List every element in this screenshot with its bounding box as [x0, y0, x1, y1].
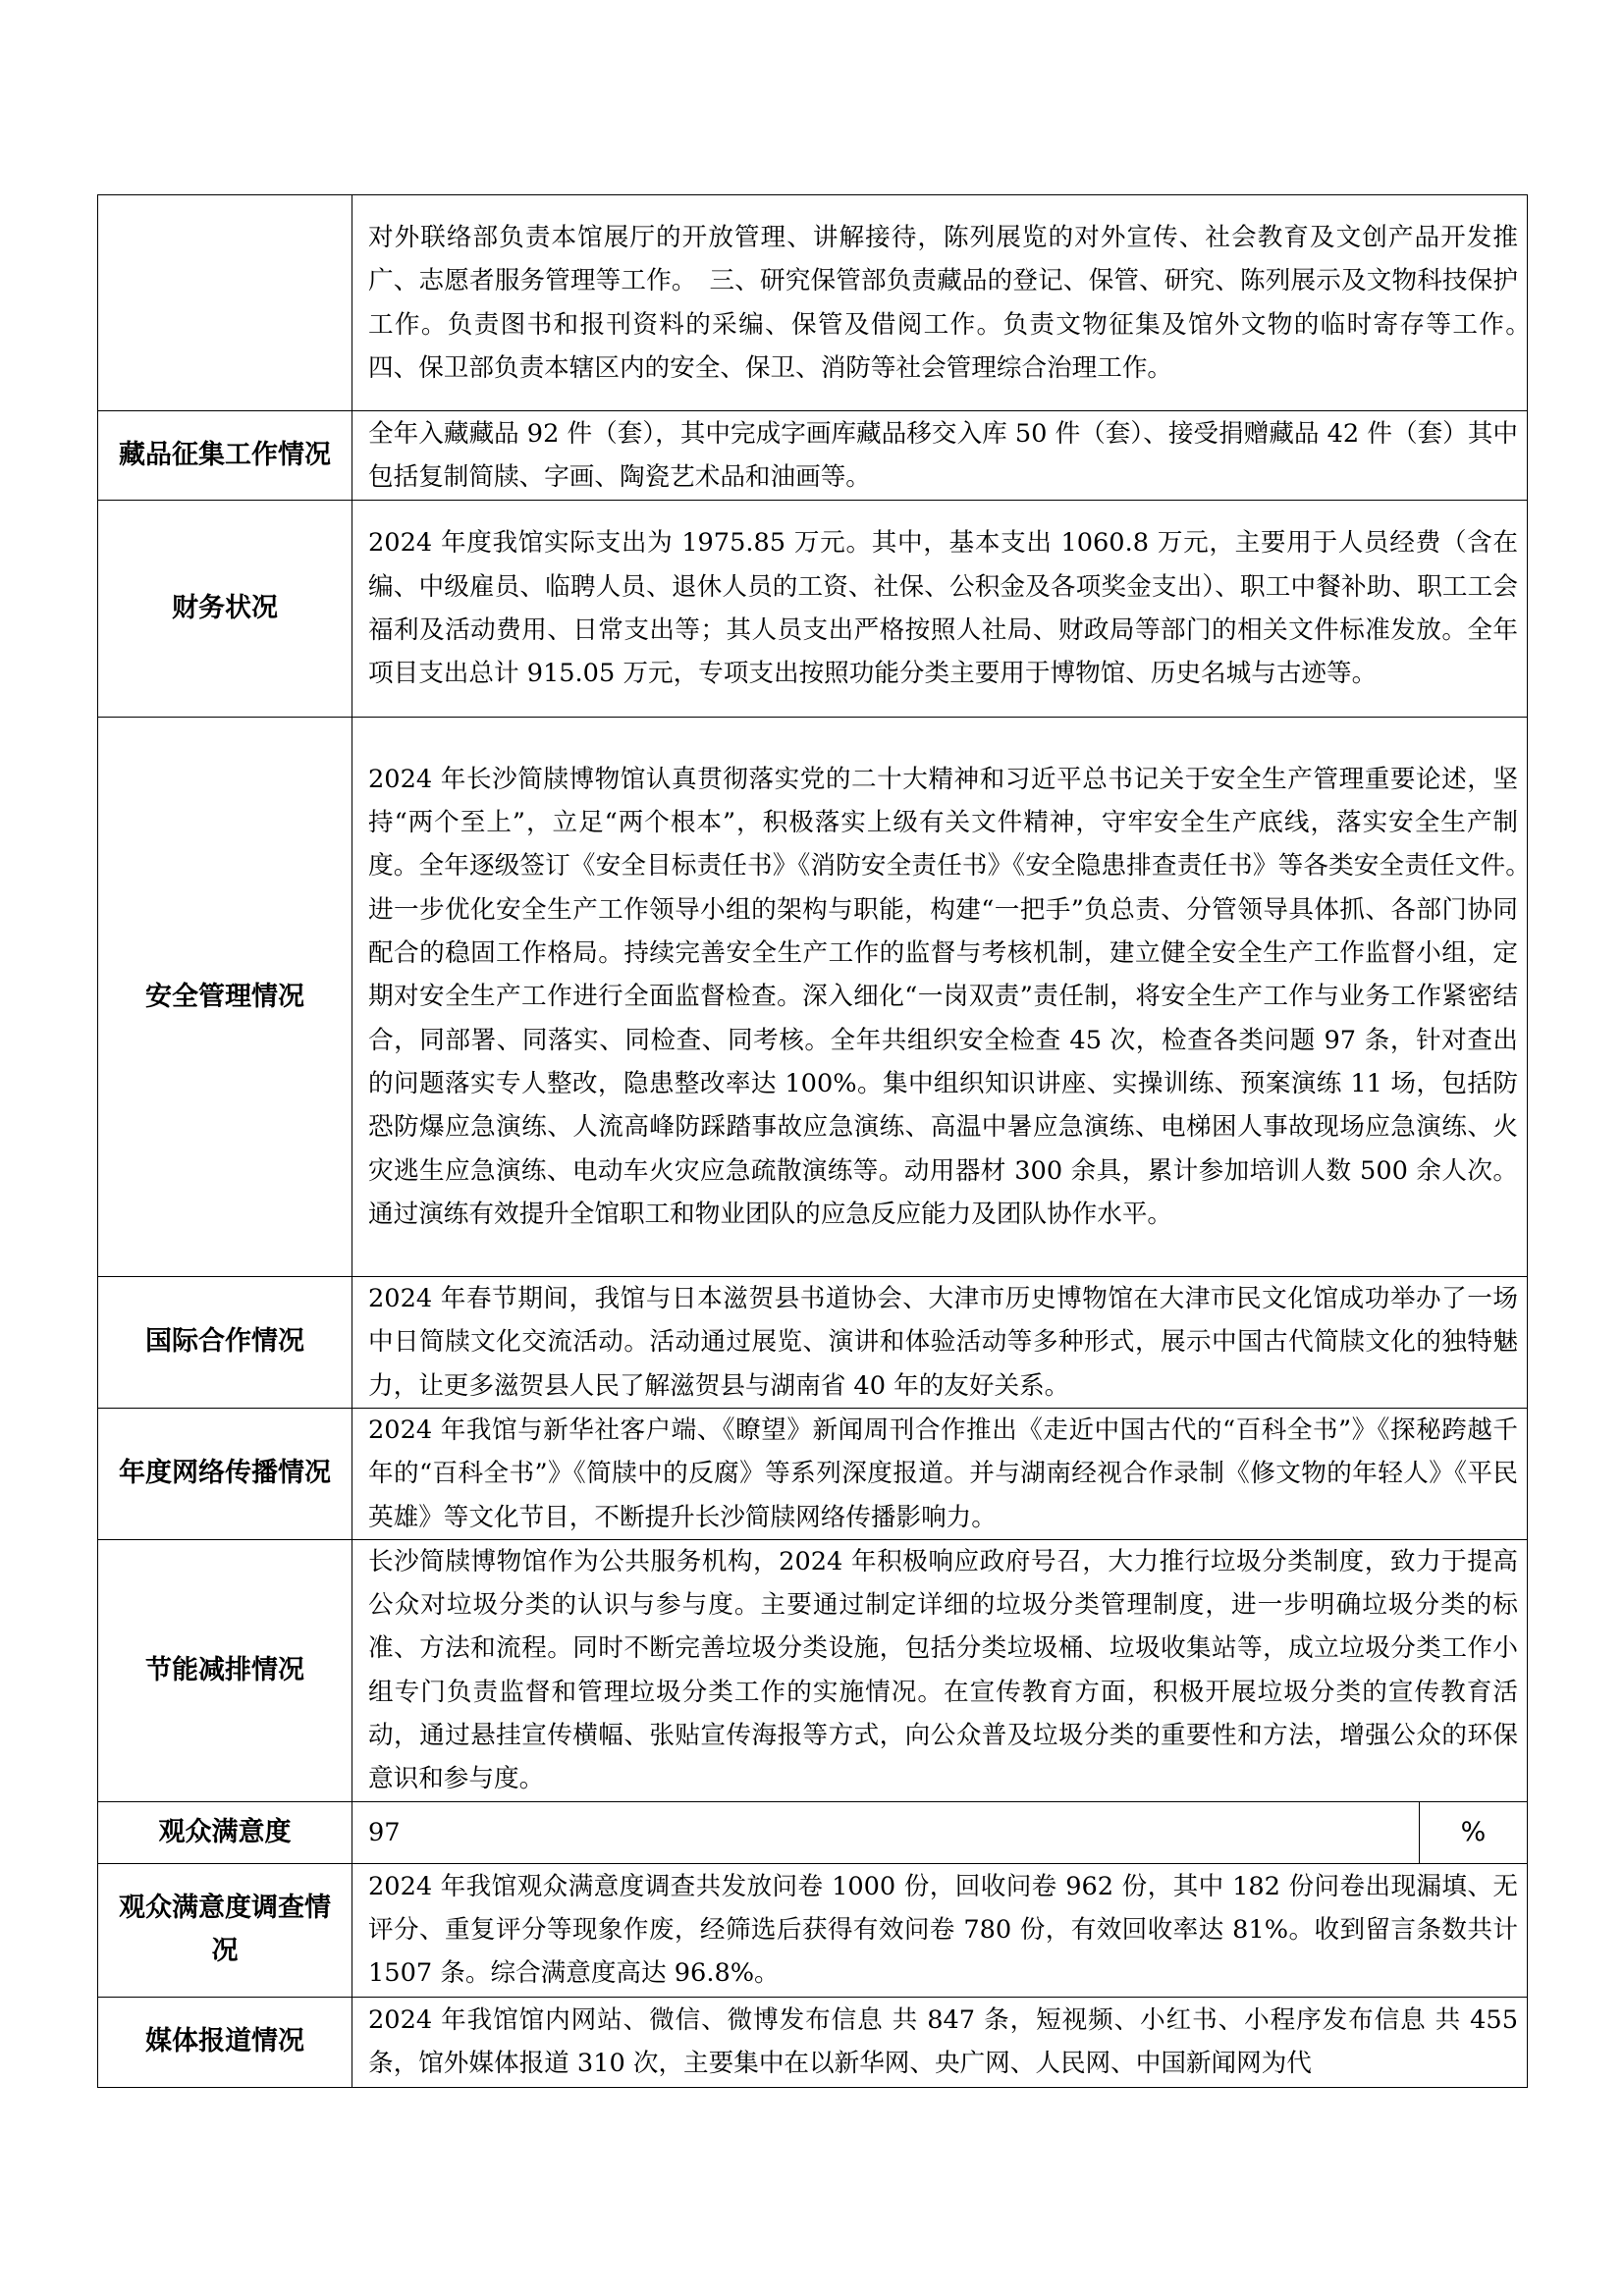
table-row	[98, 1539, 1528, 1801]
row-label: 财务状况	[98, 501, 352, 718]
table-row	[98, 718, 1528, 1277]
satisfaction-unit: %	[1420, 1801, 1528, 1863]
satisfaction-value: 97	[352, 1801, 1420, 1863]
survey-row	[98, 1863, 1528, 1997]
row-content: 全年入藏藏品 92 件（套），其中完成字画库藏品移交入库 50 件（套）、接受捐赠藏品 42 件（套）其中包括复制简牍、字画、陶瓷艺术品和油画等。	[352, 411, 1528, 501]
row-label: 年度网络传播情况	[98, 1408, 352, 1539]
table-row	[98, 195, 1528, 411]
row-label: 安全管理情况	[98, 718, 352, 1277]
satisfaction-label: 观众满意度	[98, 1801, 352, 1863]
row-content: 长沙简牍博物馆作为公共服务机构，2024 年积极响应政府号召，大力推行垃圾分类制度，致力于提高公众对垃圾分类的认识与参与度。主要通过制定详细的垃圾分类管理制度，进一步明确垃圾分类的标准、方法和流程。同时不断完善垃圾分类设施，包括分类垃圾桶、垃圾收集站等，成立垃圾分类工作小组专门负责监督和管理垃圾分类工作的实施情况。在宣传教育方面，积极开展垃圾分类的宣传教育活动，通过悬挂宣传横幅、张贴宣传海报等方式，向公众普及垃圾分类的重要性和方法，增强公众的环保意识和参与度。	[352, 1539, 1528, 1801]
info-table	[97, 194, 1543, 2088]
row-content: 2024 年我馆与新华社客户端、《瞭望》新闻周刊合作推出《走近中国古代的“百科全书”》《探秘跨越千年的“百科全书”》《简牍中的反腐》等系列深度报道。并与湖南经视合作录制《修文物的年轻人》《平民英雄》等文化节目，不断提升长沙简牍网络传播影响力。	[352, 1408, 1528, 1539]
row-label: 节能减排情况	[98, 1539, 352, 1801]
row-content: 对外联络部负责本馆展厅的开放管理、讲解接待，陈列展览的对外宣传、社会教育及文创产品开发推广、志愿者服务管理等工作。 三、研究保管部负责藏品的登记、保管、研究、陈列展示及文物科技保护工作。负责图书和报刊资料的采编、保管及借阅工作。负责文物征集及馆外文物的临时寄存等工作。 四、保卫部负责本辖区内的安全、保卫、消防等社会管理综合治理工作。	[352, 195, 1528, 411]
row-label	[98, 195, 352, 411]
row-label: 藏品征集工作情况	[98, 411, 352, 501]
table-row	[98, 1408, 1528, 1539]
satisfaction-row	[98, 1801, 1528, 1863]
media-label: 媒体报道情况	[98, 1997, 352, 2087]
table-row	[98, 1277, 1528, 1409]
media-content: 2024 年我馆馆内网站、微信、微博发布信息 共 847 条，短视频、小红书、小程序发布信息 共 455 条，馆外媒体报道 310 次，主要集中在以新华网、央广网、人民网、中国新闻网为代	[352, 1997, 1528, 2087]
media-row	[98, 1997, 1528, 2087]
table-row	[98, 501, 1528, 718]
table-row	[98, 411, 1528, 501]
row-label: 国际合作情况	[98, 1277, 352, 1409]
survey-content: 2024 年我馆观众满意度调查共发放问卷 1000 份，回收问卷 962 份，其中 182 份问卷出现漏填、无评分、重复评分等现象作废，经筛选后获得有效问卷 780 份，有效回收率达 81%。收到留言条数共计 1507 条。综合满意度高达 96.8%。	[352, 1863, 1528, 1997]
survey-label: 观众满意度调查情况	[98, 1863, 352, 1997]
row-content: 2024 年度我馆实际支出为 1975.85 万元。其中，基本支出 1060.8 万元，主要用于人员经费（含在编、中级雇员、临聘人员、退休人员的工资、社保、公积金及各项奖金支出）、职工中餐补助、职工工会福利及活动费用、日常支出等；其人员支出严格按照人社局、财政局等部门的相关文件标准发放。全年项目支出总计 915.05 万元，专项支出按照功能分类主要用于博物馆、历史名城与古迹等。	[352, 501, 1528, 718]
row-content: 2024 年长沙简牍博物馆认真贯彻落实党的二十大精神和习近平总书记关于安全生产管理重要论述，坚持“两个至上”，立足“两个根本”，积极落实上级有关文件精神，守牢安全生产底线，落实安全生产制度。全年逐级签订《安全目标责任书》《消防安全责任书》《安全隐患排查责任书》等各类安全责任文件。 进一步优化安全生产工作领导小组的架构与职能，构建“一把手”负总责、分管领导具体抓、各部门协同配合的稳固工作格局。持续完善安全生产工作的监督与考核机制，建立健全安全生产工作监督小组，定期对安全生产工作进行全面监督检查。深入细化“一岗双责”责任制，将安全生产工作与业务工作紧密结合，同部署、同落实、同检查、同考核。全年共组织安全检查 45 次，检查各类问题 97 条，针对查出的问题落实专人整改，隐患整改率达 100%。集中组织知识讲座、实操训练、预案演练 11 场，包括防恐防爆应急演练、人流高峰防踩踏事故应急演练、高温中暑应急演练、电梯困人事故现场应急演练、火灾逃生应急演练、电动车火灾应急疏散演练等。动用器材 300 余具，累计参加培训人数 500 余人次。通过演练有效提升全馆职工和物业团队的应急反应能力及团队协作水平。	[352, 718, 1528, 1277]
row-content: 2024 年春节期间，我馆与日本滋贺县书道协会、大津市历史博物馆在大津市民文化馆成功举办了一场中日简牍文化交流活动。活动通过展览、演讲和体验活动等多种形式，展示中国古代简牍文化的独特魅力，让更多滋贺县人民了解滋贺县与湖南省 40 年的友好关系。	[352, 1277, 1528, 1409]
